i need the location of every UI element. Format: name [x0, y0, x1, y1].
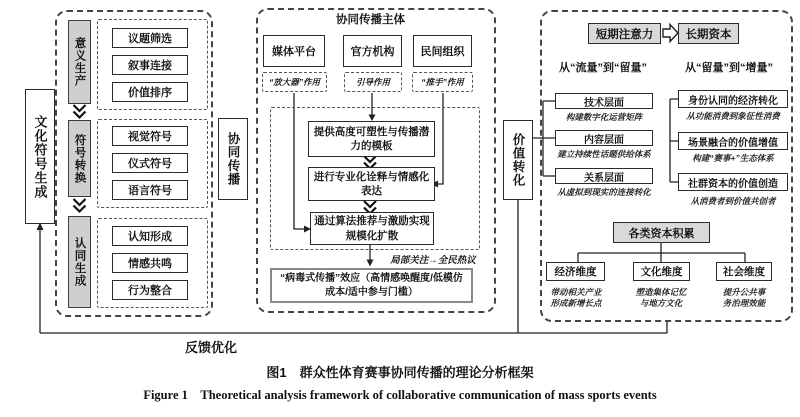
level-content: 内容层面 [555, 130, 653, 146]
item-narrative-connection: 叙事连接 [112, 55, 188, 75]
process-step-diffusion: 通过算法推荐与激励实现规模化扩散 [310, 212, 434, 245]
actor-civil-organization: 民间组织 [413, 35, 472, 67]
transform-identity-desc: 从功能消费到象征性消费 [686, 111, 780, 121]
role-guidance: 引导作用 [344, 72, 402, 92]
role-pusher: “推手”作用 [412, 72, 473, 92]
figure-caption-zh: 图1 群众性体育赛事协同传播的理论分析框架 [266, 365, 534, 380]
transform-community-capital: 社群资本的价值创造 [678, 173, 788, 191]
transform-scene-desc: 构建“赛事+”生态体系 [692, 153, 774, 163]
value-transformation-label: 价值转化 [503, 120, 533, 200]
item-behavior-integration: 行为整合 [112, 280, 188, 300]
item-emotional-resonance: 情感共鸣 [112, 253, 188, 273]
group-label-identity-generation: 认同生成 [68, 216, 91, 308]
dimension-social-desc2: 务治理效能 [722, 297, 766, 308]
level-content-desc: 建立持续性话题供给体系 [557, 149, 651, 159]
item-ritual-symbol: 仪式符号 [112, 153, 188, 173]
middle-panel-title: 协同传播主体 [336, 14, 405, 26]
transform-community-desc: 从消费者到价值共创者 [690, 196, 776, 206]
role-amplifier: “放大器”作用 [262, 72, 327, 92]
retention-to-increment-label: 从“留量”到“增量” [685, 62, 773, 74]
item-cognition-formation: 认知形成 [112, 226, 188, 246]
level-relationship: 关系层面 [555, 168, 653, 184]
flow-to-retention-label: 从“流量”到“留量” [559, 62, 647, 74]
dimension-economic-desc2: 形成新增长点 [550, 297, 602, 308]
level-technical: 技术层面 [555, 93, 653, 109]
short-term-attention-box: 短期注意力 [588, 23, 661, 44]
item-language-symbol: 语言符号 [112, 180, 188, 200]
figure-caption-en: Figure 1 Theoretical analysis framework of collaborative communication of mass sports events [143, 388, 657, 402]
actor-media-platform: 媒体平台 [263, 35, 325, 67]
capital-accumulation-box: 各类资本积累 [613, 222, 710, 243]
process-step-interpretation: 进行专业化诠释与情感化表达 [308, 167, 435, 201]
dimension-economic: 经济维度 [546, 262, 605, 281]
transform-identity-economy: 身份认同的经济转化 [678, 90, 788, 108]
dimension-social: 社会维度 [716, 262, 772, 281]
item-value-ranking: 价值排序 [112, 82, 188, 102]
item-topic-screening: 议题筛选 [112, 28, 188, 48]
viral-effect-box: “病毒式传播”效应（高情感唤醒度/低模仿成本/适中参与门槛） [270, 268, 473, 303]
level-relationship-desc: 从虚拟到现实的连接转化 [557, 187, 651, 197]
dimension-social-desc1: 提升公共事 [722, 287, 766, 297]
dimension-cultural: 文化维度 [633, 262, 690, 281]
dimension-cultural-desc1: 塑造集体记忆 [635, 287, 687, 297]
long-term-capital-box: 长期资本 [678, 23, 739, 44]
level-technical-desc: 构建数字化运营矩阵 [565, 112, 643, 122]
actor-official-institution: 官方机构 [343, 35, 402, 67]
group-label-symbol-conversion: 符号转换 [68, 120, 91, 197]
dimension-economic-desc1: 带动相关产业 [550, 287, 602, 297]
transition-label: 局部关注→全民热议 [390, 255, 476, 266]
collaborative-communication-label: 协同传播 [218, 118, 248, 200]
item-visual-symbol: 视觉符号 [112, 126, 188, 146]
group-label-meaning-production: 意义生产 [68, 20, 91, 104]
feedback-optimization-label: 反馈优化 [185, 340, 238, 355]
cultural-symbol-generation-label: 文化符号生成 [25, 89, 55, 224]
process-step-template: 提供高度可塑性与传播潜力的模板 [308, 121, 435, 157]
transform-scene-value: 场景融合的价值增值 [678, 132, 788, 150]
dimension-cultural-desc2: 与地方文化 [639, 297, 683, 308]
